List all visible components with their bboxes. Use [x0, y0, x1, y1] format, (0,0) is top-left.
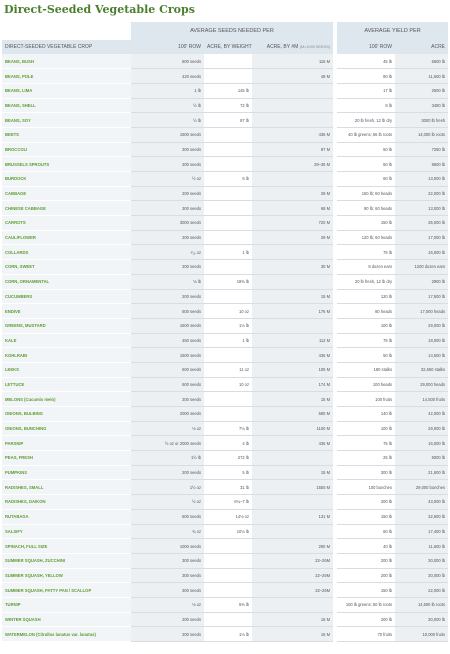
yield-acre-cell: 35,000 lb — [395, 216, 448, 231]
acre-by-m-cell: 15 M — [252, 627, 335, 642]
yield-100-row-cell: 45 lb — [335, 54, 395, 69]
yield-100-row-cell: 17 lb — [335, 83, 395, 98]
seeds-100-row-cell: 200 seeds — [131, 627, 204, 642]
crop-name-cell: BEANS, POLE — [2, 69, 131, 84]
crop-name-cell: RADISHES, DAIKON — [2, 495, 131, 510]
acre-by-m-cell: 720 M — [252, 216, 335, 231]
yield-acre-cell: 17,000 heads — [395, 304, 448, 319]
seeds-100-row-cell: ½ lb — [131, 113, 204, 128]
crop-name-cell: CUCUMBERS — [2, 289, 131, 304]
crop-name-cell: SUMMER SQUASH, ZUCCHINI — [2, 553, 131, 568]
yield-acre-cell: 30,000 lb — [395, 568, 448, 583]
table-body — [2, 54, 448, 642]
crop-name-cell: LEEKS — [2, 362, 131, 377]
table-row — [2, 113, 448, 128]
acre-by-weight-cell: 145 lb — [204, 83, 252, 98]
seeds-100-row-cell: 600 seeds — [131, 377, 204, 392]
yield-100-row-cell: 50 lb — [335, 142, 395, 157]
yield-acre-header: ACRE — [395, 40, 448, 54]
seeds-100-row-cell: 1 lb — [131, 83, 204, 98]
crop-name-cell: BRUSSELS SPROUTS — [2, 157, 131, 172]
yield-acre-cell: 10,000 fruits — [395, 627, 448, 642]
seeds-100-row-cell: 300 seeds — [131, 568, 204, 583]
yield-acre-cell: 2900 lb — [395, 274, 448, 289]
yield-acre-cell: 13,000 lb — [395, 172, 448, 187]
yield-100-row-cell: 150 lb; 60 heads — [335, 186, 395, 201]
acre-by-weight-cell — [204, 216, 252, 231]
crop-name-cell: ONIONS, BUNCHING — [2, 421, 131, 436]
yield-acre-cell: 6600 lb — [395, 54, 448, 69]
acre-by-weight-cell — [204, 539, 252, 554]
table-row — [2, 597, 448, 612]
acre-by-weight-cell: 6 lb — [204, 172, 252, 187]
yield-acre-cell: 29,000 lb — [395, 421, 448, 436]
acre-by-weight-cell: 87 lb — [204, 113, 252, 128]
seeds-100-row-cell: 300 seeds — [131, 201, 204, 216]
seeds-100-row-cell: ½ oz — [131, 172, 204, 187]
table-row — [2, 627, 448, 642]
table-row — [2, 436, 448, 451]
seeds-100-row-header: 100' ROW — [131, 40, 204, 54]
table-row — [2, 172, 448, 187]
yield-acre-cell: 18,000 lb — [395, 333, 448, 348]
acre-by-weight-cell — [204, 142, 252, 157]
acre-by-weight-cell: 6¼–7 lb — [204, 495, 252, 510]
page-title: Direct-Seeded Vegetable Crops — [4, 3, 195, 16]
crop-name-cell: BEANS, SOY — [2, 113, 131, 128]
acre-by-m-cell — [252, 83, 335, 98]
yield-100-row-cell: 200 lb — [335, 612, 395, 627]
acre-by-weight-header: ACRE, BY WEIGHT — [204, 40, 252, 54]
crop-name-cell: KOHLRABI — [2, 348, 131, 363]
table-row — [2, 465, 448, 480]
seeds-100-row-cell: 1500 seeds — [131, 348, 204, 363]
yield-100-row-cell: 100 lb — [335, 318, 395, 333]
table-row — [2, 362, 448, 377]
table-row — [2, 216, 448, 231]
yield-100-row-cell: 180 stalks — [335, 362, 395, 377]
table-row — [2, 392, 448, 407]
seeds-100-row-cell: 200 seeds — [131, 260, 204, 275]
yield-acre-cell: 3480 lb — [395, 98, 448, 113]
table-row — [2, 274, 448, 289]
acre-by-m-cell — [252, 113, 335, 128]
acre-by-m-cell: 290 M — [252, 539, 335, 554]
acre-by-weight-cell: 10 oz — [204, 377, 252, 392]
vegetable-crops-table — [2, 22, 448, 642]
acre-by-m-cell: 112 M — [252, 333, 335, 348]
crop-name-cell: PARSNIP — [2, 436, 131, 451]
acre-by-m-cell: 580 M — [252, 407, 335, 422]
seeds-100-row-cell: ⅛ oz — [131, 597, 204, 612]
acre-by-m-cell: 15 M — [252, 465, 335, 480]
table-row — [2, 407, 448, 422]
seeds-100-row-cell: 300 seeds — [131, 553, 204, 568]
crop-name-cell: ENDIVE — [2, 304, 131, 319]
yield-100-row-cell: 8 dozen ears — [335, 260, 395, 275]
acre-by-m-cell — [252, 597, 335, 612]
crop-name-cell: CHINESE CABBAGE — [2, 201, 131, 216]
table-row — [2, 230, 448, 245]
acre-by-weight-cell: 18⅜ lb — [204, 274, 252, 289]
acre-by-weight-cell — [204, 407, 252, 422]
acre-by-weight-cell: 1 lb — [204, 245, 252, 260]
yield-100-row-cell: 80 heads — [335, 304, 395, 319]
acre-by-weight-cell: 14⅛ oz — [204, 509, 252, 524]
yield-100-row-cell: 60 lb — [335, 172, 395, 187]
crop-name-cell: BEANS, BUSH — [2, 54, 131, 69]
table-row — [2, 83, 448, 98]
yield-100-row-cell: 150 lb — [335, 216, 395, 231]
table-row — [2, 289, 448, 304]
crop-name-cell: CARROTS — [2, 216, 131, 231]
yield-100-row-cell: 20 lb fresh, 12 lb dry — [335, 113, 395, 128]
acre-by-m-cell: 436 M — [252, 348, 335, 363]
yield-100-row-cell: 120 lb — [335, 289, 395, 304]
yield-acre-cell: 30,000 lb — [395, 612, 448, 627]
crop-name-cell: LETTUCE — [2, 377, 131, 392]
yield-acre-cell: 17,000 lb — [395, 230, 448, 245]
table-row — [2, 157, 448, 172]
yield-acre-cell: 14,500 fruits — [395, 392, 448, 407]
yield-100-row-cell: 120 lb; 60 heads — [335, 230, 395, 245]
crop-name-cell: RADISHES, SMALL — [2, 480, 131, 495]
yield-acre-cell: 14,000 lb roots — [395, 127, 448, 142]
acre-by-m-cell — [252, 524, 335, 539]
acre-by-weight-cell: 1⅛ lb — [204, 318, 252, 333]
yield-acre-cell: 11,600 lb — [395, 69, 448, 84]
table-row — [2, 127, 448, 142]
acre-by-m-cell: 87 M — [252, 142, 335, 157]
crop-name-cell: PEAS, FRESH — [2, 451, 131, 466]
yield-acre-cell: 21,600 lb — [395, 465, 448, 480]
table-row — [2, 524, 448, 539]
acre-by-weight-cell: 31 lb — [204, 480, 252, 495]
yield-acre-cell: 2500 lb — [395, 83, 448, 98]
yield-100-row-cell: 80 lb — [335, 69, 395, 84]
yield-acre-cell: 14,500 lb roots — [395, 597, 448, 612]
acre-by-weight-cell — [204, 289, 252, 304]
acre-by-m-cell: 22–26M — [252, 583, 335, 598]
table-row — [2, 568, 448, 583]
acre-by-weight-cell — [204, 127, 252, 142]
table-row — [2, 583, 448, 598]
yield-100-row-cell: 100 heads — [335, 377, 395, 392]
yield-acre-cell: 29,000 lb — [395, 318, 448, 333]
acre-by-m-cell: 436 M — [252, 127, 335, 142]
seeds-100-row-cell: 450 seeds — [131, 333, 204, 348]
table-row — [2, 509, 448, 524]
acre-by-weight-cell — [204, 568, 252, 583]
acre-by-weight-cell: 10 oz — [204, 304, 252, 319]
yield-group-header: AVERAGE YIELD PER — [335, 22, 448, 40]
crop-name-cell: CAULIFLOWER — [2, 230, 131, 245]
table-row — [2, 201, 448, 216]
seeds-100-row-cell: 800 seeds — [131, 54, 204, 69]
yield-100-row-cell: 150 lb — [335, 509, 395, 524]
acre-by-m-cell — [252, 451, 335, 466]
table-row — [2, 69, 448, 84]
acre-by-weight-cell: 10⅛ lb — [204, 524, 252, 539]
yield-100-row-cell: 75 lb — [335, 436, 395, 451]
acre-by-m-cell: 30 M — [252, 260, 335, 275]
acre-by-m-cell — [252, 318, 335, 333]
yield-acre-cell: 16,000 lb — [395, 436, 448, 451]
seeds-100-row-cell: ⅛ lb — [131, 274, 204, 289]
table-row — [2, 245, 448, 260]
acre-by-weight-cell — [204, 69, 252, 84]
acre-by-weight-cell — [204, 612, 252, 627]
yield-100-row-cell: 200 lb — [335, 495, 395, 510]
yield-100-row-cell: 200 lb — [335, 568, 395, 583]
header-blank-cell — [2, 22, 131, 40]
yield-100-row-cell: 60 lb — [335, 157, 395, 172]
acre-by-weight-cell — [204, 201, 252, 216]
acre-by-m-cell: 15 M — [252, 612, 335, 627]
seeds-100-row-cell: 200 seeds — [131, 465, 204, 480]
crop-name-cell: SUMMER SQUASH, YELLOW — [2, 568, 131, 583]
yield-acre-cell: 29,000 bunches — [395, 480, 448, 495]
table-row — [2, 495, 448, 510]
yield-100-row-cell: 100 bunches — [335, 480, 395, 495]
acre-by-m-cell: 22–26M — [252, 553, 335, 568]
crop-name-cell: PUMPKINS — [2, 465, 131, 480]
seeds-100-row-cell: ¹⁄₁₆ oz — [131, 245, 204, 260]
yield-acre-cell: 8600 lb — [395, 157, 448, 172]
seeds-100-row-cell: 1500 seeds — [131, 127, 204, 142]
acre-by-m-cell — [252, 245, 335, 260]
acre-by-m-cell: 174 M — [252, 377, 335, 392]
seeds-100-row-cell: 200 seeds — [131, 612, 204, 627]
yield-acre-cell: 43,000 lb — [395, 495, 448, 510]
acre-by-m-cell — [252, 98, 335, 113]
crop-name-cell: BROCCOLI — [2, 142, 131, 157]
acre-by-m-cell: 436 M — [252, 436, 335, 451]
yield-100-row-header: 100' ROW — [335, 40, 395, 54]
acre-by-m-cell: 29 M — [252, 186, 335, 201]
yield-acre-cell: 11,600 lb — [395, 539, 448, 554]
seeds-100-row-cell: 1600 seeds — [131, 318, 204, 333]
crop-name-cell: TURNIP — [2, 597, 131, 612]
acre-by-m-cell: 1100 M — [252, 421, 335, 436]
seeds-100-row-cell: 420 seeds — [131, 69, 204, 84]
yield-100-row-cell: 90 lb; 60 heads — [335, 201, 395, 216]
yield-100-row-cell: 40 lb — [335, 539, 395, 554]
seeds-100-row-cell: 300 seeds — [131, 583, 204, 598]
yield-acre-cell: 3000 lb fresh — [395, 113, 448, 128]
table-row — [2, 539, 448, 554]
acre-by-weight-cell: 5⅜ lb — [204, 597, 252, 612]
table-row — [2, 142, 448, 157]
yield-100-row-cell: 300 lb — [335, 465, 395, 480]
acre-by-weight-cell: 72 lb — [204, 98, 252, 113]
crop-name-cell: CORN, SWEET — [2, 260, 131, 275]
seeds-100-row-cell: 200 seeds — [131, 289, 204, 304]
crop-name-cell: SALSIFY — [2, 524, 131, 539]
seeds-100-row-cell: 2000 seeds — [131, 407, 204, 422]
seeds-100-row-cell: 300 seeds — [131, 142, 204, 157]
acre-by-m-cell — [252, 274, 335, 289]
acre-by-m-cell: 68 M — [252, 201, 335, 216]
acre-by-weight-cell — [204, 230, 252, 245]
table-row — [2, 333, 448, 348]
seeds-100-row-cell: 600 seeds — [131, 509, 204, 524]
crop-name-cell: COLLARDS — [2, 245, 131, 260]
acre-by-m-cell: 176 M — [252, 304, 335, 319]
table-row — [2, 612, 448, 627]
crop-name-cell: SPINACH, FULL SIZE — [2, 539, 131, 554]
seeds-100-row-cell: 200 seeds — [131, 230, 204, 245]
acre-by-weight-cell — [204, 54, 252, 69]
yield-acre-cell: 22,000 lb — [395, 583, 448, 598]
seeds-100-row-cell: 600 seeds — [131, 304, 204, 319]
crop-name-cell: CORN, ORNAMENTAL — [2, 274, 131, 289]
acre-by-weight-cell — [204, 392, 252, 407]
seeds-100-row-cell: 1½ oz — [131, 480, 204, 495]
seeds-100-row-cell: 3000 seeds — [131, 216, 204, 231]
yield-100-row-cell: 8 lb — [335, 98, 395, 113]
acre-by-m-cell: 105 M — [252, 362, 335, 377]
yield-100-row-cell: 20 lb fresh, 12 lb dry — [335, 274, 395, 289]
acre-by-m-cell — [252, 495, 335, 510]
crop-name-cell: ONIONS, BULBING — [2, 407, 131, 422]
acre-by-weight-cell — [204, 260, 252, 275]
table-row — [2, 480, 448, 495]
table-row — [2, 98, 448, 113]
seeds-group-header: AVERAGE SEEDS NEEDED PER — [131, 22, 335, 40]
acre-by-m-cell: 48 M — [252, 69, 335, 84]
table-row — [2, 451, 448, 466]
crop-name-cell: RUTABAGA — [2, 509, 131, 524]
yield-acre-cell: 1200 dozen ears — [395, 260, 448, 275]
acre-by-m-label: ACRE, BY #M — [266, 44, 299, 50]
acre-by-weight-cell: 7⅛ lb — [204, 421, 252, 436]
yield-100-row-cell: 70 fruits — [335, 627, 395, 642]
acre-by-m-cell: 15 M — [252, 392, 335, 407]
yield-100-row-cell: 25 lb — [335, 451, 395, 466]
yield-acre-cell: 29,000 heads — [395, 377, 448, 392]
seeds-100-row-cell: ⅛ oz — [131, 421, 204, 436]
crop-name-cell: WINTER SQUASH — [2, 612, 131, 627]
acre-by-m-cell: 131 M — [252, 509, 335, 524]
table-row — [2, 553, 448, 568]
acre-by-m-note: (M=1000 SEEDS) — [299, 45, 331, 49]
table-row — [2, 186, 448, 201]
yield-100-row-cell: 40 lb greens; 66 lb roots — [335, 127, 395, 142]
crop-name-cell: MELONS (Cucumis melo) — [2, 392, 131, 407]
acre-by-weight-cell: 272 lb — [204, 451, 252, 466]
table-row — [2, 54, 448, 69]
acre-by-weight-cell: 5 lb — [204, 465, 252, 480]
yield-100-row-cell: 60 lb — [335, 524, 395, 539]
acre-by-m-cell: 15 M — [252, 289, 335, 304]
seeds-100-row-cell: 200 seeds — [131, 186, 204, 201]
yield-100-row-cell: 150 lb — [335, 583, 395, 598]
acre-by-weight-cell — [204, 157, 252, 172]
crop-column-header: DIRECT-SEEDED VEGETABLE CROP — [2, 40, 131, 54]
seeds-100-row-cell: 200 seeds — [131, 392, 204, 407]
seeds-100-row-cell: ¾ oz — [131, 524, 204, 539]
acre-by-weight-cell — [204, 583, 252, 598]
crop-name-cell: CABBAGE — [2, 186, 131, 201]
yield-acre-cell: 17,400 lb — [395, 524, 448, 539]
table-row — [2, 260, 448, 275]
yield-100-row-cell: 75 lb — [335, 245, 395, 260]
crop-name-cell: BURDOCK — [2, 172, 131, 187]
yield-acre-cell: 32,600 lb — [395, 509, 448, 524]
seeds-100-row-cell: ½ oz or 2000 seeds — [131, 436, 204, 451]
yield-100-row-cell: 140 lb — [335, 407, 395, 422]
acre-by-weight-cell: 4 lb — [204, 436, 252, 451]
yield-acre-cell: 42,000 lb — [395, 407, 448, 422]
seeds-100-row-cell: 600 seeds — [131, 362, 204, 377]
yield-100-row-cell: 75 lb — [335, 333, 395, 348]
seeds-100-row-cell: 200 seeds — [131, 157, 204, 172]
yield-acre-cell: 5000 lb — [395, 451, 448, 466]
acre-by-m-cell: 29 M — [252, 230, 335, 245]
acre-by-m-cell — [252, 172, 335, 187]
yield-acre-cell: 14,500 lb — [395, 348, 448, 363]
yield-acre-cell: 17,500 lb — [395, 289, 448, 304]
yield-acre-cell: 30,000 lb — [395, 553, 448, 568]
yield-acre-cell: 16,000 lb — [395, 245, 448, 260]
seeds-100-row-cell: ½ oz — [131, 495, 204, 510]
acre-by-weight-cell — [204, 553, 252, 568]
yield-100-row-cell: 200 lb — [335, 553, 395, 568]
crop-name-cell: GREENS, MUSTARD — [2, 318, 131, 333]
acre-by-m-header — [252, 40, 335, 54]
seeds-100-row-cell: 1½ lb — [131, 451, 204, 466]
yield-acre-cell: 7250 lb — [395, 142, 448, 157]
table-row — [2, 377, 448, 392]
crop-name-cell: SUMMER SQUASH, PATTY PAN / SCALLOP — [2, 583, 131, 598]
acre-by-weight-cell: 1 lb — [204, 333, 252, 348]
acre-by-m-cell: 1555 M — [252, 480, 335, 495]
acre-by-m-cell: 29–35 M — [252, 157, 335, 172]
yield-100-row-cell: 100 lb — [335, 421, 395, 436]
yield-100-row-cell: 100 fruits — [335, 392, 395, 407]
seeds-100-row-cell: ½ lb — [131, 98, 204, 113]
acre-by-m-cell: 116 M — [252, 54, 335, 69]
yield-acre-cell: 32,650 stalks — [395, 362, 448, 377]
crop-name-cell: BEANS, LIMA — [2, 83, 131, 98]
table-row — [2, 304, 448, 319]
crop-name-cell: BEETS — [2, 127, 131, 142]
table-row — [2, 348, 448, 363]
table-row — [2, 318, 448, 333]
crop-name-cell: WATERMELON (Citrullus lanatus var. lanatus) — [2, 627, 131, 642]
yield-100-row-cell: 50 lb — [335, 348, 395, 363]
seeds-100-row-cell: 1000 seeds — [131, 539, 204, 554]
acre-by-weight-cell: 11 oz — [204, 362, 252, 377]
acre-by-weight-cell — [204, 348, 252, 363]
crop-name-cell: BEANS, SHELL — [2, 98, 131, 113]
acre-by-weight-cell: 1⅛ lb — [204, 627, 252, 642]
yield-100-row-cell: 100 lb greens; 50 lb roots — [335, 597, 395, 612]
acre-by-weight-cell — [204, 186, 252, 201]
crop-name-cell: KALE — [2, 333, 131, 348]
yield-acre-cell: 13,000 lb — [395, 201, 448, 216]
yield-acre-cell: 22,000 lb — [395, 186, 448, 201]
table-row — [2, 421, 448, 436]
acre-by-m-cell: 22–26M — [252, 568, 335, 583]
